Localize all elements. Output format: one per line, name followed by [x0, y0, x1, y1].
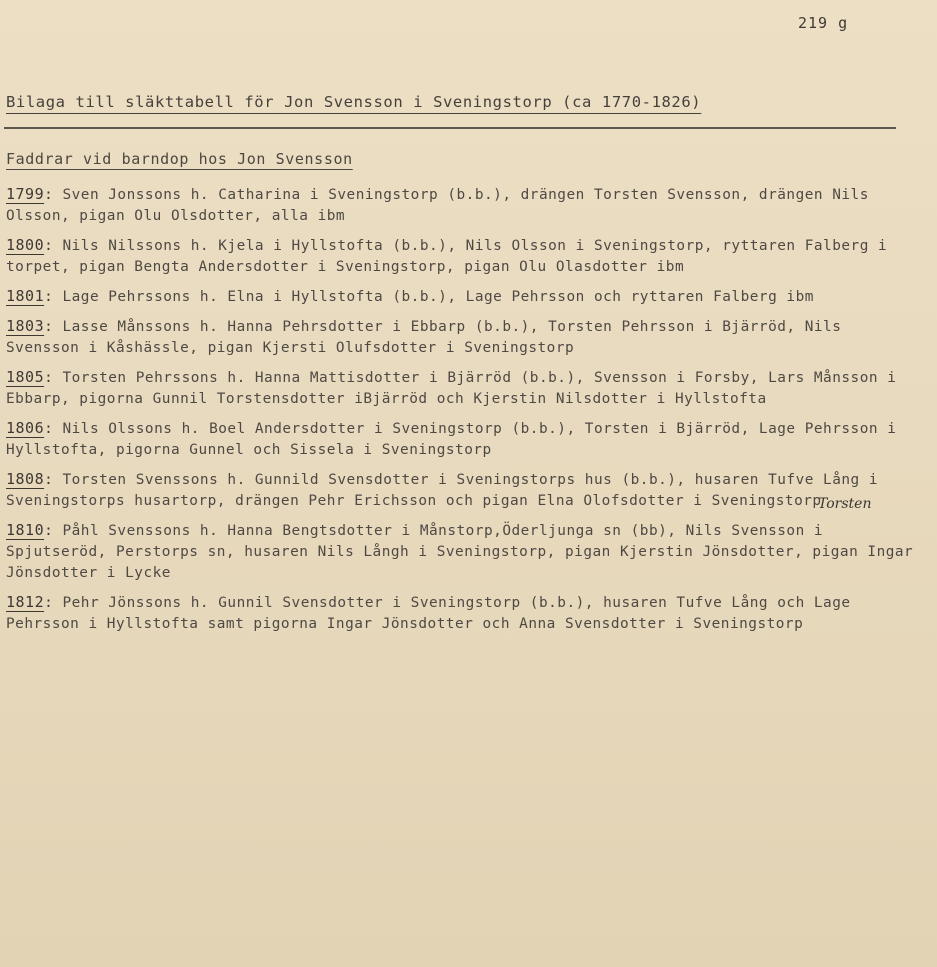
- entry-year: 1812: [6, 593, 45, 611]
- entry-text: Pehr Jönssons h. Gunnil Svensdotter i Sveningstorp (b.b.), husaren Tufve Lång och Lage Pehrsson i Hyllstofta samt pigorna Ingar Jönsdotter och Anna Svensdotter i Sveningstorp: [6, 595, 851, 632]
- entry-text: Lage Pehrssons h. Elna i Hyllstofta (b.b.), Lage Pehrsson och ryttaren Falberg ibm: [62, 289, 814, 305]
- entry-text: Nils Olssons h. Boel Andersdotter i Sveningstorp (b.b.), Torsten i Bjärröd, Lage Pehrsson i Hyllstofta, pigorna Gunnel och Sissela i Sveningstorp: [6, 421, 897, 458]
- entry-year: 1799: [6, 185, 45, 203]
- entry-text: Nils Nilssons h. Kjela i Hyllstofta (b.b.), Nils Olsson i Sveningstorp, ryttaren Falberg i torpet, pigan Bengta Andersdotter i Sveningstorp, pigan Olu Olasdotter ibm: [6, 238, 888, 275]
- page-number: 219 g: [798, 14, 849, 32]
- section-subheading: Faddrar vid barndop hos Jon Svensson: [6, 150, 353, 168]
- entry-text: Lasse Månssons h. Hanna Pehrsdotter i Ebbarp (b.b.), Torsten Pehrsson i Bjärröd, Nils Svensson i Kåshässle, pigan Kjersti Olufsdotter i Sveningstorp: [6, 319, 842, 356]
- entry-year: 1806: [6, 419, 45, 437]
- entry-text: Torsten Svenssons h. Gunnild Svensdotter i Sveningstorps hus (b.b.), husaren Tufve Lång i Sveningstorps husartorp, drängen Pehr Erichsson och pigan Elna Olofsdotter i Sveningstorp: [6, 472, 879, 509]
- handwritten-note: Torsten: [818, 496, 872, 512]
- entry-1799: 1799: Sven Jonssons h. Catharina i Sveningstorp (b.b.), drängen Torsten Svensson, drängen Nils Olsson, pigan Olu Olsdotter, alla ibm: [6, 185, 869, 224]
- entry-1808: 1808: Torsten Svenssons h. Gunnild Svensdotter i Sveningstorps hus (b.b.), husaren Tufve Lång i Sveningstorps husartorp, drängen Pehr Erichsson och pigan Elna Olofsdotter i Sveningstorp: [6, 470, 879, 509]
- heading-rule: [4, 127, 896, 129]
- entry-1800: 1800: Nils Nilssons h. Kjela i Hyllstofta (b.b.), Nils Olsson i Sveningstorp, ryttaren Falberg i torpet, pigan Bengta Andersdotter i Sveningstorp, pigan Olu Olasdotter ibm: [6, 236, 888, 275]
- entry-1801: 1801: Lage Pehrssons h. Elna i Hyllstofta (b.b.), Lage Pehrsson och ryttaren Falberg ibm: [6, 287, 814, 305]
- entry-text: Sven Jonssons h. Catharina i Sveningstorp (b.b.), drängen Torsten Svensson, drängen Nils Olsson, pigan Olu Olsdotter, alla ibm: [6, 187, 869, 224]
- entry-1806: 1806: Nils Olssons h. Boel Andersdotter i Sveningstorp (b.b.), Torsten i Bjärröd, Lage Pehrsson i Hyllstofta, pigorna Gunnel och Sissela i Sveningstorp: [6, 419, 897, 458]
- entry-1810: 1810: Påhl Svenssons h. Hanna Bengtsdotter i Månstorp,Öderljunga sn (bb), Nils Svensson i Spjutseröd, Perstorps sn, husaren Nils Långh i Sveningstorp, pigan Kjerstin Jönsdotter, pigan Ingar Jönsdotter i Lycke: [6, 521, 914, 581]
- entry-year: 1801: [6, 287, 45, 305]
- entry-text: Torsten Pehrssons h. Hanna Mattisdotter i Bjärröd (b.b.), Svensson i Forsby, Lars Månsson i Ebbarp, pigorna Gunnil Torstensdotter iBjärröd och Kjerstin Nilsdotter i Hyllstofta: [6, 370, 897, 407]
- document-heading: Bilaga till släkttabell för Jon Svensson i Sveningstorp (ca 1770-1826): [6, 93, 702, 111]
- entry-1805: 1805: Torsten Pehrssons h. Hanna Mattisdotter i Bjärröd (b.b.), Svensson i Forsby, Lars Månsson i Ebbarp, pigorna Gunnil Torstensdotter iBjärröd och Kjerstin Nilsdotter i Hyllstofta: [6, 368, 897, 407]
- entry-year: 1805: [6, 368, 45, 386]
- entry-year: 1803: [6, 317, 45, 335]
- entry-1812: 1812: Pehr Jönssons h. Gunnil Svensdotter i Sveningstorp (b.b.), husaren Tufve Lång och Lage Pehrsson i Hyllstofta samt pigorna Ingar Jönsdotter och Anna Svensdotter i Sveningstorp: [6, 593, 851, 632]
- entry-list: [6, 184, 918, 643]
- entry-text: Påhl Svenssons h. Hanna Bengtsdotter i Månstorp,Öderljunga sn (bb), Nils Svensson i Spjutseröd, Perstorps sn, husaren Nils Långh i Sveningstorp, pigan Kjerstin Jönsdotter, pigan Ingar Jönsdotter i Lycke: [6, 523, 914, 581]
- entry-1803: 1803: Lasse Månssons h. Hanna Pehrsdotter i Ebbarp (b.b.), Torsten Pehrsson i Bjärröd, Nils Svensson i Kåshässle, pigan Kjersti Olufsdotter i Sveningstorp: [6, 317, 842, 356]
- entry-year: 1800: [6, 236, 45, 254]
- entry-year: 1808: [6, 470, 45, 488]
- entry-year: 1810: [6, 521, 45, 539]
